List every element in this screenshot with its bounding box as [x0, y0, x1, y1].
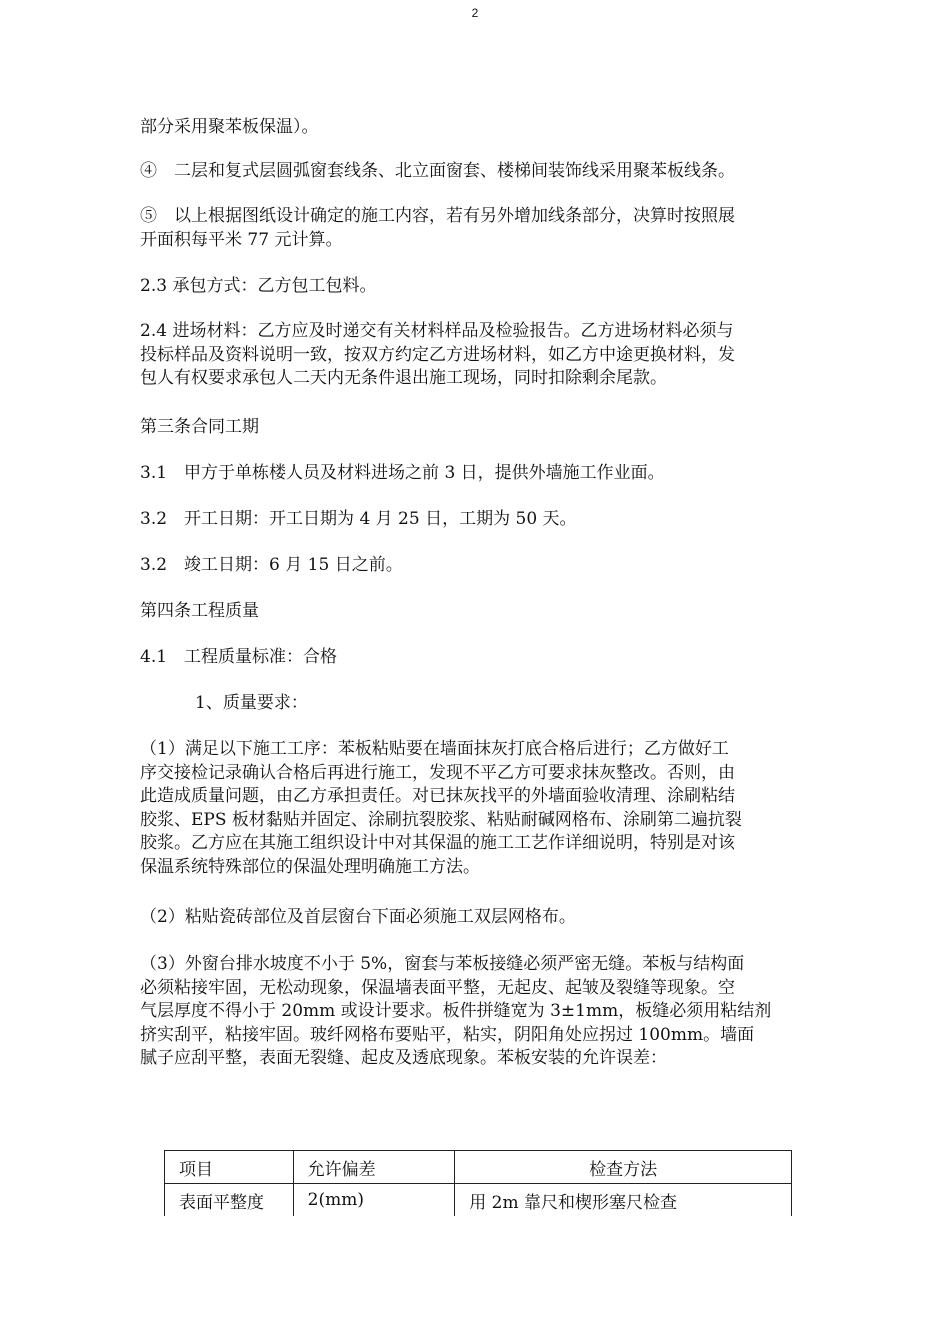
text-line: （1）满足以下施工工序：苯板粘贴要在墙面抹灰打底合格后进行；乙方做好工 [140, 739, 729, 759]
text-line: 投标样品及资料说明一致，按双方约定乙方进场材料，如乙方中途更换材料，发 [140, 344, 735, 365]
table-cell: 表面平整度 [165, 1184, 294, 1217]
text-line: 3.1 甲方于单栋楼人员及材料进场之前 3 日，提供外墙施工作业面。 [140, 463, 665, 483]
table-cell: 2(mm) [293, 1184, 455, 1217]
paragraph [140, 116, 815, 140]
tolerance-table [164, 1150, 792, 1216]
paragraph [140, 205, 815, 252]
text-line: 4.1 工程质量标准：合格 [140, 647, 338, 667]
paragraph [140, 906, 815, 930]
text-line: 开面积每平米 77 元计算。 [140, 229, 343, 250]
text-line: 挤实刮平，粘接牢固。玻纤网格布要贴平，粘实，阴阳角处应拐过 100mm。墙面 [140, 1024, 755, 1045]
table-row [165, 1184, 792, 1217]
section-heading [140, 600, 815, 624]
paragraph [140, 953, 815, 1071]
text-line: 保温系统特殊部位的保温处理明确施工方法。 [140, 856, 480, 877]
text-line: 此造成质量问题，由乙方承担责任。对已抹灰找平的外墙面验收清理、涂刷粘结 [140, 786, 735, 806]
text-line: 第四条工程质量 [140, 601, 259, 621]
paragraph [140, 462, 815, 486]
text-line: 1、质量要求： [195, 693, 308, 713]
table-header-cell: 检查方法 [455, 1151, 792, 1184]
text-line: ④ 二层和复式层圆弧窗套线条、北立面窗套、楼梯间装饰线采用聚苯板线条。 [140, 161, 735, 181]
text-line: 气层厚度不得小于 20mm 或设计要求。板件拼缝宽为 3±1mm，板缝必须用粘结剂 [140, 1001, 772, 1021]
table-header-cell: 允许偏差 [293, 1151, 455, 1184]
text-line: （3）外窗台排水坡度不小于 5%，窗套与苯板接缝必须严密无缝。苯板与结构面 [140, 954, 745, 974]
paragraph [140, 160, 815, 184]
text-line: 部分采用聚苯板保温）。 [140, 117, 319, 137]
text-line: 必须粘接牢固，无松动现象，保温墙表面平整，无起皮、起皱及裂缝等现象。空 [140, 977, 735, 998]
table-cell: 用 2m 靠尺和楔形塞尺检查 [455, 1184, 792, 1217]
paragraph [195, 692, 870, 716]
text-line: 序交接检记录确认合格后再进行施工，发现不平乙方可要求抹灰整改。否则，由 [140, 762, 735, 783]
section-heading [140, 416, 815, 440]
text-line: （2）粘贴瓷砖部位及首层窗台下面必须施工双层网格布。 [140, 907, 576, 927]
page-number: 2 [471, 6, 479, 20]
text-line: 3.2 开工日期：开工日期为 4 月 25 日，工期为 50 天。 [140, 509, 577, 529]
text-line: 腻子应刮平整，表面无裂缝、起皮及透底现象。苯板安装的允许误差： [140, 1048, 667, 1068]
text-line: ⑤ 以上根据图纸设计确定的施工内容，若有另外增加线条部分，决算时按照展 [140, 206, 735, 226]
paragraph [140, 646, 815, 670]
text-line: 第三条合同工期 [140, 417, 259, 437]
table-header-cell: 项目 [165, 1151, 294, 1184]
text-line: 2.3 承包方式：乙方包工包料。 [140, 276, 377, 296]
text-line: 包人有权要求承包人二天内无条件退出施工现场，同时扣除剩余尾款。 [140, 368, 667, 388]
paragraph [140, 320, 815, 391]
paragraph [140, 738, 815, 879]
text-line: 胶浆。乙方应在其施工组织设计中对其保温的施工工艺作详细说明，特别是对该 [140, 833, 735, 853]
text-line: 2.4 进场材料：乙方应及时递交有关材料样品及检验报告。乙方进场材料必须与 [140, 321, 734, 341]
paragraph [140, 275, 815, 299]
text-line: 3.2 竣工日期：6 月 15 日之前。 [140, 555, 403, 575]
text-line: 胶浆、EPS 板材黏贴并固定、涂刷抗裂胶浆、粘贴耐碱网格布、涂刷第二遍抗裂 [140, 809, 742, 830]
table-header-row [165, 1151, 792, 1184]
paragraph [140, 554, 815, 578]
paragraph [140, 508, 815, 532]
